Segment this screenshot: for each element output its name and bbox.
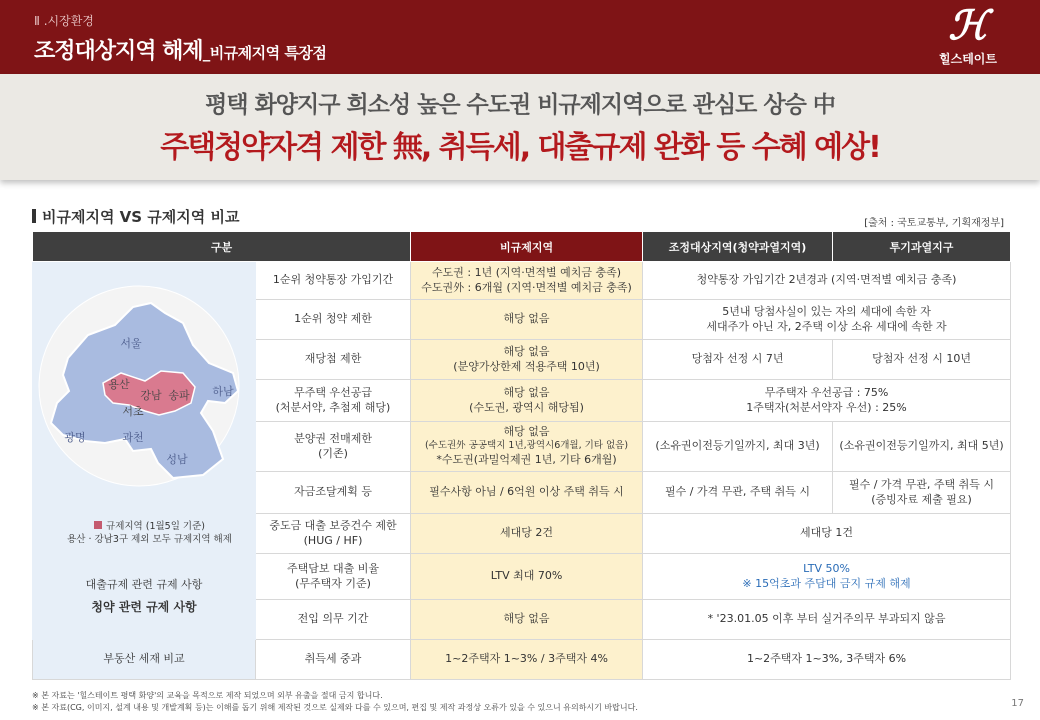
headline-line1: 평택 화양지구 희소성 높은 수도권 비규제지역으로 관심도 상승 中: [205, 92, 835, 118]
map-legend: [33, 514, 256, 554]
source-note: [출처 : 국토교통부, 기획재정부]: [864, 218, 1004, 229]
ltv-value: LTV 50%: [803, 561, 850, 575]
adjusted-value: 당첨자 선정 시 7년: [643, 340, 833, 380]
section-label: Ⅱ .시장환경: [34, 14, 94, 28]
row-label: 주택담보 대출 비율 (무주택자 기준): [256, 554, 411, 600]
page-title-sub: _비규제지역 특장점: [202, 44, 327, 62]
page-title-main: 조정대상지역 해제: [34, 39, 203, 64]
side-category-labels: [33, 554, 256, 640]
regulated-value: * '23.01.05 이후 부터 실거주의무 부과되지 않음: [643, 600, 1011, 640]
loan-regulation-label: 대출규제 관련 규제 사항: [85, 577, 203, 591]
map-label-gwangmyeong: 광명: [64, 431, 86, 445]
brand-logo: [928, 4, 1008, 70]
map-label-gwacheon: 과천: [122, 431, 144, 445]
adjusted-value: (소유권이전등기일까지, 최대 3년): [643, 422, 833, 472]
legend-line1: 규제지역 (1월5일 기준): [47, 521, 252, 534]
header-speculation: 투기과열지구: [833, 232, 1011, 262]
table-row: [33, 554, 1011, 600]
map-label-songpa: 송파: [168, 389, 190, 403]
headline-line2: 주택청약자격 제한 無, 취득세, 대출규제 완화 등 수혜 예상!: [160, 130, 880, 165]
map-label-seongnam: 성남: [166, 453, 188, 467]
footer-notes: [32, 690, 638, 713]
table-row: [33, 514, 1011, 554]
header-adjusted: 조정대상지역(청약과열지역): [643, 232, 833, 262]
map-label-yongsan: 용산: [108, 378, 130, 392]
header-category: 구분: [33, 232, 411, 262]
map-label-hanam: 하남: [212, 385, 234, 399]
footer-line2: ※ 본 자료(CG, 이미지, 설계 내용 및 개발계획 등)는 이해를 돕기 위해 제작된 것으로 실제와 다를 수 있으며, 편집 및 제작 과정상 오류가 있을 수 있으니 유의하시기 바랍니다.: [32, 702, 638, 712]
nonregulated-value: 수도권 : 1년 (지역·면적별 예치금 충족) 수도권外 : 6개월 (지역·면적별 예치금 충족): [411, 262, 643, 300]
legend-swatch-icon: [94, 521, 102, 529]
logo-text: 힐스테이트: [939, 52, 997, 66]
speculation-value: (소유권이전등기일까지, 최대 5년): [833, 422, 1011, 472]
row-label: 재당첨 제한: [256, 340, 411, 380]
comparison-table: [32, 231, 1011, 680]
section-title: 비규제지역 VS 규제지역 비교: [32, 206, 239, 227]
row-label: 중도금 대출 보증건수 제한 (HUG / HF): [256, 514, 411, 554]
nonregulated-value: 해당 없음 (수도권, 광역시 해당됨): [411, 380, 643, 422]
resale-none: 해당 없음: [503, 425, 550, 439]
headline-banner: [0, 74, 1040, 180]
row-label: 1순위 청약통장 가입기간: [256, 262, 411, 300]
nonregulated-value: LTV 최대 70%: [411, 554, 643, 600]
row-label: 1순위 청약 제한: [256, 300, 411, 340]
regulated-value: 세대당 1건: [643, 514, 1011, 554]
ltv-note: ※ 15억초과 주담대 금지 규제 해제: [742, 576, 911, 590]
regulated-value: [643, 554, 1011, 600]
map-label-seoul: 서울: [120, 337, 142, 351]
subscription-regulation-label: 청약 관련 규제 사항: [91, 599, 197, 614]
tax-category-label: 부동산 세재 비교: [33, 640, 256, 680]
regulated-value: 1~2주택자 1~3%, 3주택자 6%: [643, 640, 1011, 680]
table-header-row: [33, 232, 1011, 262]
adjusted-value: 필수 / 가격 무관, 주택 취득 시: [643, 472, 833, 514]
nonregulated-value: 해당 없음: [411, 300, 643, 340]
table-row: [33, 262, 1011, 300]
table-row: [33, 640, 1011, 680]
speculation-value: 필수 / 가격 무관, 주택 취득 시 (증빙자료 제출 필요): [833, 472, 1011, 514]
regulated-value: 청약통장 가입기간 2년경과 (지역·면적별 예치금 충족): [643, 262, 1011, 300]
footer-line1: ※ 본 자료는 '힐스테이트 평택 화양'의 교육을 목적으로 제작 되었으며 외부 유출을 절대 금지 합니다.: [32, 691, 383, 700]
header-nonregulated: 비규제지역: [411, 232, 643, 262]
page-number: 17: [1011, 698, 1024, 709]
nonregulated-value: 1~2주택자 1~3% / 3주택자 4%: [411, 640, 643, 680]
map-label-seocho: 서초: [122, 405, 144, 419]
nonregulated-value: 세대당 2건: [411, 514, 643, 554]
nonregulated-value: 필수사항 아님 / 6억원 이상 주택 취득 시: [411, 472, 643, 514]
row-label: 무주택 우선공급 (처분서약, 추첨제 해당): [256, 380, 411, 422]
resale-capital: *수도권(과밀억제권 1년, 기타 6개월): [436, 452, 617, 466]
nonregulated-value: [411, 422, 643, 472]
regulated-value: 무주택자 우선공급 : 75% 1주택자(처분서약자 우선) : 25%: [643, 380, 1011, 422]
speculation-value: 당첨자 선정 시 10년: [833, 340, 1011, 380]
row-label: 전입 의무 기간: [256, 600, 411, 640]
legend-line2: 용산 · 강남3구 제외 모두 규제지역 해제: [67, 533, 232, 545]
regulated-value: 5년내 당첨사실이 있는 자의 세대에 속한 자 세대주가 아닌 자, 2주택 이상 소유 세대에 속한 자: [643, 300, 1011, 340]
hillstate-logo-icon: ℋ: [948, 2, 988, 49]
nonregulated-value: 해당 없음 (분양가상한제 적용주택 10년): [411, 340, 643, 380]
row-label: 분양권 전매제한 (기존): [256, 422, 411, 472]
map-label-gangnam: 강남: [140, 389, 162, 403]
region-map: [33, 262, 256, 514]
nonregulated-value: 해당 없음: [411, 600, 643, 640]
resale-outside-capital: (수도권外 공공택지 1년,광역시6개월, 기타 없음): [424, 440, 629, 452]
seoul-region-map-icon: [33, 263, 255, 507]
row-label: 취득세 중과: [256, 640, 411, 680]
row-label: 자금조달계획 등: [256, 472, 411, 514]
page-title: [34, 34, 326, 65]
header-bar: [0, 0, 1040, 74]
